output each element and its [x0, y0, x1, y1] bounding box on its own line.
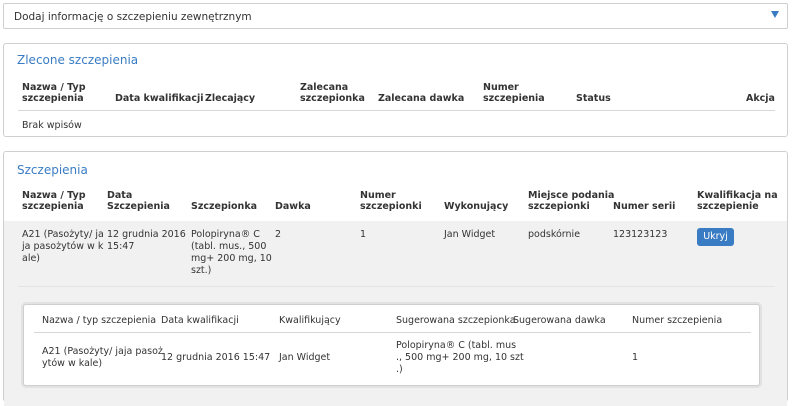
- detail-qualifier: Jan Widget: [279, 352, 331, 363]
- detail-header-name: Nazwa / typ szczepienia: [42, 315, 157, 326]
- row-date: 12 grudnia 2016 15:47: [107, 229, 186, 252]
- row-divider: [18, 286, 775, 287]
- header-divider: [18, 110, 775, 111]
- detail-header-divider: [34, 332, 751, 333]
- col-header-vaccine: Szczepionka: [191, 201, 258, 212]
- chevron-down-icon[interactable]: [771, 11, 779, 18]
- row-name: A21 (Pasożyty/ ja ja pasożytów w k ale): [22, 229, 104, 264]
- col-header-site: Miejsce podania szczepionki: [528, 190, 615, 212]
- detail-name: A21 (Pasożyty/ jaja pasoż ytów w kale): [42, 346, 163, 369]
- col-header-recommended-vaccine: Zalecana szczepionka: [300, 82, 365, 104]
- col-header-ordering: Zlecający: [205, 93, 256, 104]
- col-header-status: Status: [576, 93, 611, 104]
- hide-button[interactable]: Ukryj: [697, 228, 734, 246]
- row-vaccine-number: 1: [360, 229, 367, 240]
- row-serial: 123123123: [613, 229, 668, 240]
- col-header-qualification: Kwalifikacja na szczepienie: [697, 190, 778, 212]
- col-header-vaccination-number: Numer szczepienia: [483, 82, 545, 104]
- col-header-vaccine-number: Numer szczepionki: [360, 190, 422, 212]
- col-header-serial: Numer serii: [613, 201, 676, 212]
- col-header-recommended-dose: Zalecana dawka: [378, 93, 465, 104]
- panel-title: Zlecone szczepienia: [17, 53, 139, 67]
- detail-header-qualifier: Kwalifikujący: [279, 315, 341, 326]
- row-performer: Jan Widget: [444, 229, 496, 240]
- col-header-performer: Wykonujący: [444, 201, 509, 212]
- detail-date: 12 grudnia 2016 15:47: [161, 352, 271, 363]
- dropdown-label: Dodaj informację o szczepieniu zewnętrznym: [14, 11, 252, 23]
- detail-number: 1: [632, 352, 639, 363]
- col-header-name: Nazwa / Typ szczepienia: [22, 82, 86, 104]
- ordered-vaccinations-panel: [3, 43, 788, 137]
- qualification-detail-panel: [23, 304, 760, 386]
- col-header-date: Data kwalifikacji: [115, 93, 204, 104]
- empty-message: Brak wpisów: [22, 120, 82, 131]
- col-header-date: Data Szczepienia: [107, 190, 170, 212]
- row-vaccine: Polopiryna® C (tabl. mus., 500 mg+ 200 mg, 10 szt.): [191, 229, 272, 276]
- col-header-name: Nazwa / Typ szczepienia: [22, 190, 86, 212]
- vaccinations-panel: [3, 151, 788, 402]
- col-header-action: Akcja: [746, 93, 775, 104]
- detail-header-number: Numer szczepienia: [632, 315, 723, 326]
- add-external-vaccination-dropdown[interactable]: [3, 3, 788, 29]
- detail-header-suggested-dose: Sugerowana dawka: [513, 315, 606, 326]
- row-dose: 2: [275, 229, 282, 240]
- detail-header-date: Data kwalifikacji: [161, 315, 239, 326]
- panel-title: Szczepienia: [17, 163, 88, 177]
- detail-header-suggested-vaccine: Sugerowana szczepionka: [396, 315, 516, 326]
- row-site: podskórnie: [528, 229, 581, 240]
- col-header-dose: Dawka: [275, 201, 311, 212]
- detail-suggested-vaccine: Polopiryna® C (tabl. mus ., 500 mg+ 200 mg, 10 szt .): [396, 340, 524, 375]
